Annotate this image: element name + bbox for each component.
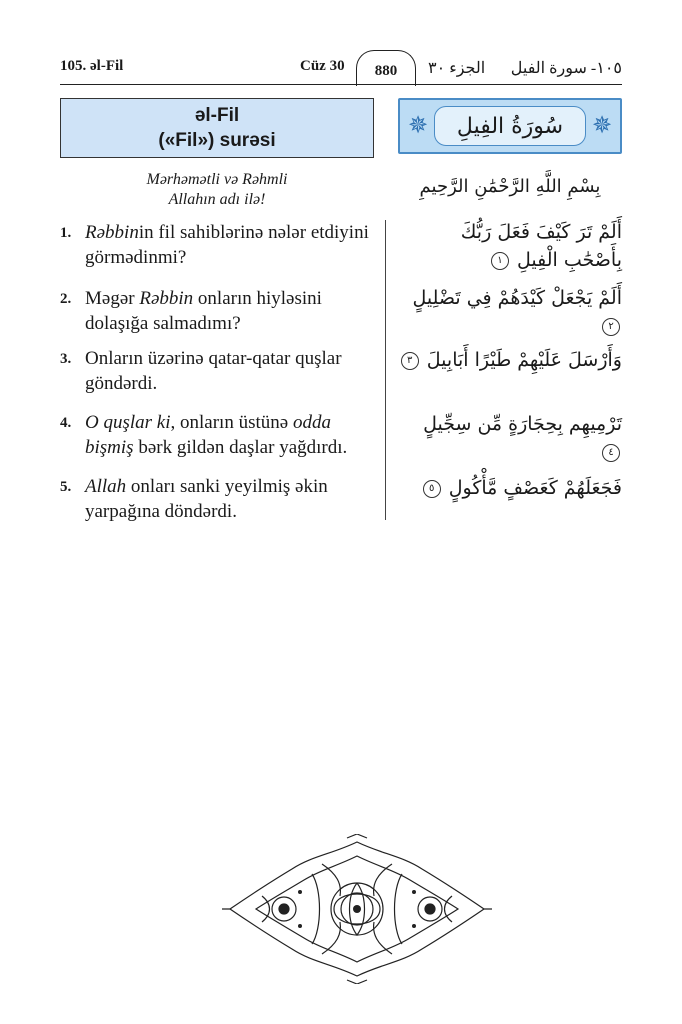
column-divider bbox=[385, 220, 386, 520]
arabic-verse-text: فَجَعَلَهُمْ كَعَصْفٍ مَّأْكُولٍ bbox=[448, 477, 622, 499]
arabic-verse-text: أَلَمْ تَرَ كَيْفَ فَعَلَ رَبُّكَ بِأَصْحَٰبِ الْفِيلِ bbox=[460, 221, 622, 271]
header-juz-arabic: الجزء ٣٠ bbox=[428, 60, 486, 77]
ayah-marker: ٣ bbox=[401, 352, 419, 370]
arabic-verse-text: أَلَمْ يَجْعَلْ كَيْدَهُمْ فِي تَضْلِيلٍ bbox=[412, 287, 622, 309]
arabic-verse-3 bbox=[398, 346, 622, 374]
floral-rosette-icon: ✵ bbox=[591, 111, 613, 139]
arabic-verse-2 bbox=[398, 284, 622, 340]
basmala-arabic: بِسْمِ اللَّهِ الرَّحْمَٰنِ الرَّحِيمِ bbox=[419, 176, 601, 197]
verse-text: Məgər Rəbbin onların hiyləsini dolaşığa salmadımı? bbox=[85, 288, 322, 334]
verse-1 bbox=[60, 220, 376, 270]
verse-number: 1. bbox=[60, 225, 72, 241]
arabic-verse-5 bbox=[398, 474, 622, 502]
header-rule bbox=[60, 84, 622, 85]
verse-4 bbox=[60, 410, 376, 460]
header-surah-name: 105. əl-Fil bbox=[60, 58, 124, 74]
arabic-verse-text: وَأَرْسَلَ عَلَيْهِمْ طَيْرًا أَبَابِيلَ bbox=[426, 349, 622, 371]
basmala-translation bbox=[60, 170, 374, 210]
verse-number: 4. bbox=[60, 415, 72, 431]
ayah-marker: ٥ bbox=[423, 480, 441, 498]
verse-text: Onların üzərinə qatar-qatar quşlar göndərdi. bbox=[85, 348, 342, 394]
surah-title-box bbox=[60, 98, 374, 158]
arabic-verse-1 bbox=[398, 218, 622, 274]
arabic-verse-4 bbox=[398, 410, 622, 466]
verse-number: 5. bbox=[60, 479, 72, 495]
verse-text: Allah onları sanki yeyilmiş əkin yarpağına döndərdi. bbox=[85, 476, 328, 522]
verse-3 bbox=[60, 346, 376, 396]
verse-5 bbox=[60, 474, 376, 524]
ayah-marker: ٤ bbox=[602, 444, 620, 462]
arabic-verse-text: تَرْمِيهِم بِحِجَارَةٍ مِّن سِجِّيلٍ bbox=[423, 413, 622, 435]
floral-rosette-icon: ✵ bbox=[407, 111, 429, 139]
header-surah-arabic: ١٠٥- سورة الفيل bbox=[510, 60, 622, 77]
surah-subtitle: («Fil») surəsi bbox=[158, 130, 276, 151]
page-number: 880 bbox=[356, 50, 416, 86]
verse-text: O quşlar ki, onların üstünə odda bişmiş bərk gildən daşlar yağdırdı. bbox=[85, 412, 348, 458]
verse-number: 3. bbox=[60, 351, 72, 367]
verse-2 bbox=[60, 286, 376, 336]
header-juz: Cüz 30 bbox=[300, 58, 345, 74]
ayah-marker: ١ bbox=[491, 252, 509, 270]
basmala-line-1: Mərhəmətli və Rəhmli bbox=[146, 171, 288, 188]
ayah-marker: ٢ bbox=[602, 318, 620, 336]
arabesque-ornament-icon bbox=[222, 834, 492, 984]
calligraphy-panel bbox=[398, 98, 622, 154]
surah-calligraphy: سُورَةُ الفِيلِ bbox=[434, 106, 586, 146]
surah-title: əl-Fil bbox=[194, 105, 240, 126]
basmala-line-2: Allahın adı ilə! bbox=[168, 191, 266, 208]
verse-text: Rəbbinin fil sahiblərinə nələr etdiyini görmədinmi? bbox=[85, 222, 369, 268]
verse-number: 2. bbox=[60, 291, 72, 307]
